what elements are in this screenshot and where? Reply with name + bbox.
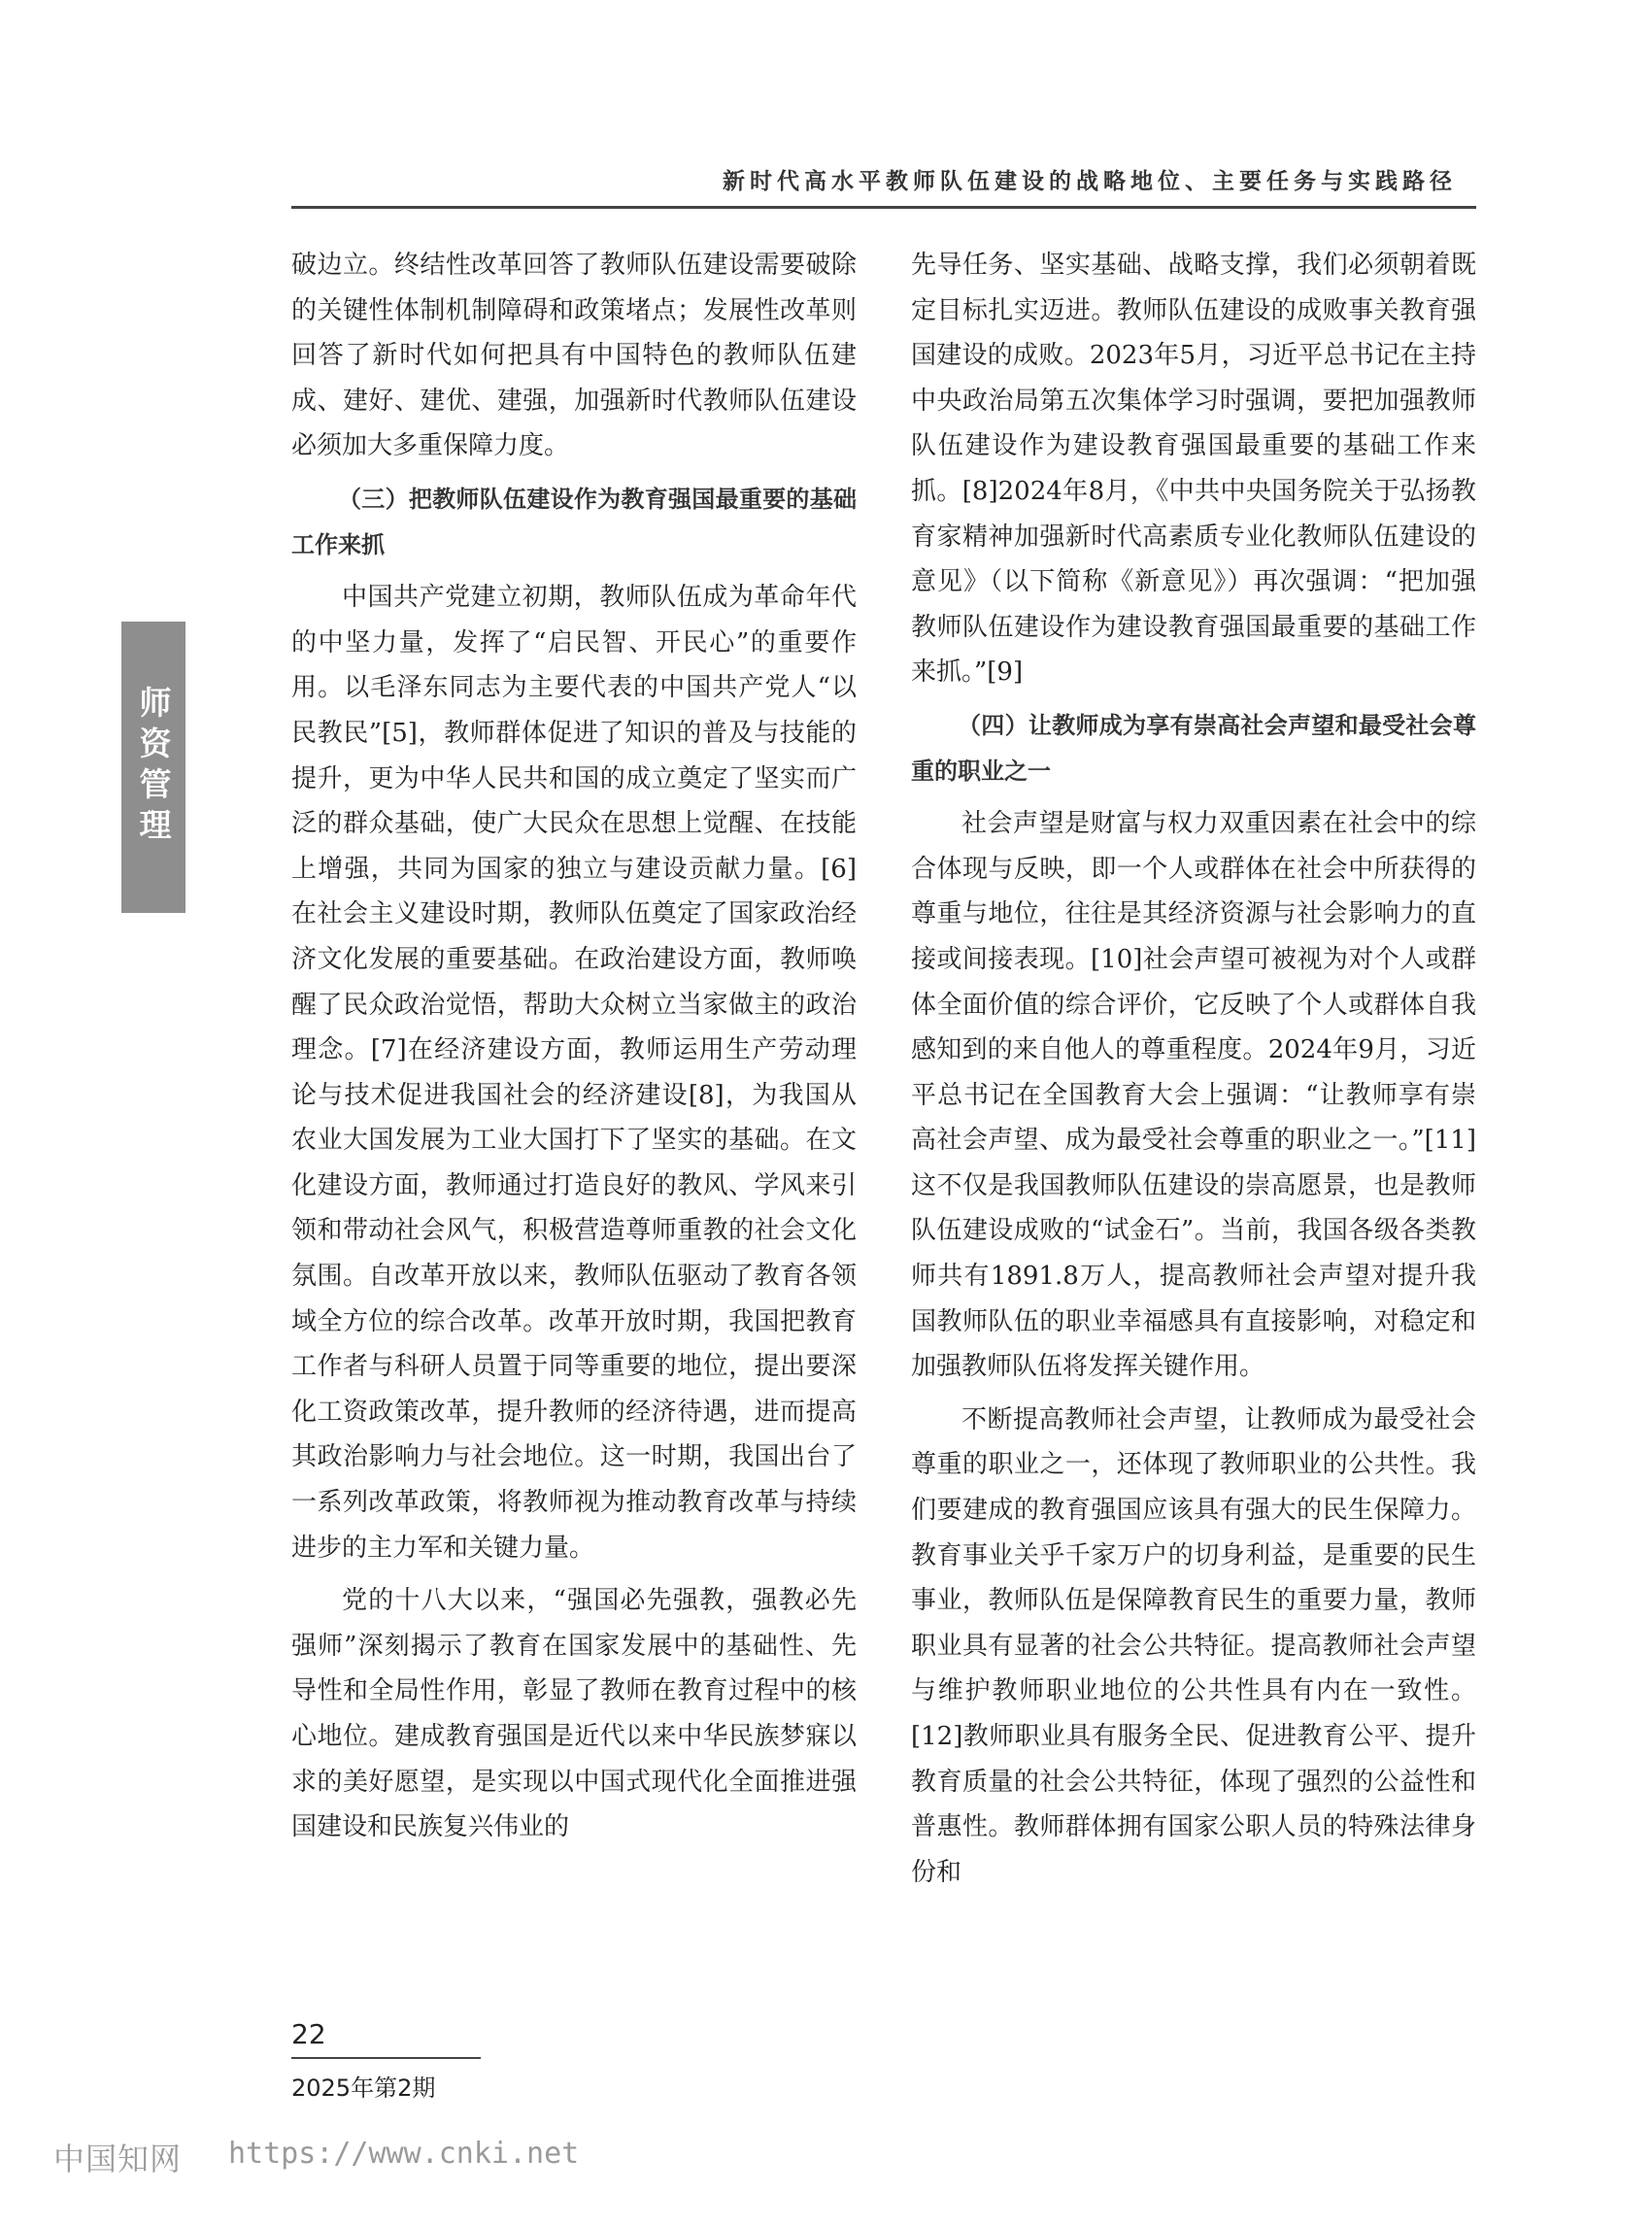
running-header-title: 新时代高水平教师队伍建设的战略地位、主要任务与实践路径 bbox=[723, 169, 1457, 194]
paragraph: 社会声望是财富与权力双重因素在社会中的综合体现与反映，即一个人或群体在社会中所获得的尊重与地位，往往是其经济资源与社会影响力的直接或间接表现。[10]社会声望可被视为对个人或群体全面价值的综合评价，它反映了个人或群体自我感知到的来自他人的尊重程度。2024年9月，习近平总书记在全国教育大会上强调：“让教师享有崇高社会声望、成为最受社会尊重的职业之一。”[11]这不仅是我国教师队伍建设的崇高愿景，也是教师队伍建设成败的“试金石”。当前，我国各级各类教师共有1891.8万人，提高教师社会声望对提升我国教师队伍的职业幸福感具有直接影响，对稳定和加强教师队伍将发挥关键作用。 bbox=[911, 809, 1476, 1382]
watermark-brand: 中国知网 bbox=[53, 2141, 183, 2177]
section-side-tab-label: 师资管理 bbox=[134, 686, 173, 849]
section-side-tab bbox=[121, 622, 185, 913]
paragraph: 先导任务、坚实基础、战略支撑，我们必须朝着既定目标扎实迈进。教师队伍建设的成败事关教育强国建设的成败。2023年5月，习近平总书记在主持中央政治局第五次集体学习时强调，要把加强教师队伍建设作为建设教育强国最重要的基础工作来抓。[8]2024年8月，《中共中央国务院关于弘扬教育家精神加强新时代高素质专业化教师队伍建设的意见》（以下简称《新意见》）再次强调：“把加强教师队伍建设作为建设教育强国最重要的基础工作来抓。”[9] bbox=[911, 251, 1476, 688]
section-heading: （四）让教师成为享有崇高社会声望和最受社会尊重的职业之一 bbox=[911, 711, 1476, 785]
issue-label: 2025年第2期 bbox=[291, 2074, 436, 2102]
header-rule bbox=[291, 206, 1476, 209]
page-number: 22 bbox=[291, 2018, 326, 2050]
left-column bbox=[291, 243, 857, 1858]
paragraph: 破边立。终结性改革回答了教师队伍建设需要破除的关键性体制机制障碍和政策堵点；发展性改革则回答了新时代如何把具有中国特色的教师队伍建成、建好、建优、建强，加强新时代教师队伍建设必须加大多重保障力度。 bbox=[291, 251, 857, 461]
paragraph: 不断提高教师社会声望，让教师成为最受社会尊重的职业之一，还体现了教师职业的公共性。我们要建成的教育强国应该具有强大的民生保障力。教育事业关乎千家万户的切身利益，是重要的民生事业，教师队伍是保障教育民生的重要力量，教师职业具有显著的社会公共特征。提高教师社会声望与维护教师职业地位的公共性具有内在一致性。[12]教师职业具有服务全民、促进教育公平、提升教育质量的社会公共特征，体现了强烈的公益性和普惠性。教师群体拥有国家公职人员的特殊法律身份和 bbox=[911, 1404, 1476, 1887]
section-heading: （三）把教师队伍建设作为教育强国最重要的基础工作来抓 bbox=[291, 485, 857, 558]
right-column bbox=[911, 243, 1476, 1903]
paragraph: 党的十八大以来，“强国必先强教，强教必先强师”深刻揭示了教育在国家发展中的基础性、先导性和全局性作用，彰显了教师在教育过程中的核心地位。建成教育强国是近代以来中华民族梦寐以求的美好愿望，是实现以中国式现代化全面推进强国建设和民族复兴伟业的 bbox=[291, 1586, 857, 1842]
paragraph: 中国共产党建立初期，教师队伍成为革命年代的中坚力量，发挥了“启民智、开民心”的重要作用。以毛泽东同志为主要代表的中国共产党人“以民教民”[5]，教师群体促进了知识的普及与技能的提升，更为中华人民共和国的成立奠定了坚实而广泛的群众基础，使广大民众在思想上觉醒、在技能上增强，共同为国家的独立与建设贡献力量。[6]在社会主义建设时期，教师队伍奠定了国家政治经济文化发展的重要基础。在政治建设方面，教师唤醒了民众政治觉悟，帮助大众树立当家做主的政治理念。[7]在经济建设方面，教师运用生产劳动理论与技术促进我国社会的经济建设[8]，为我国从农业大国发展为工业大国打下了坚实的基础。在文化建设方面，教师通过打造良好的教风、学风来引领和带动社会风气，积极营造尊师重教的社会文化氛围。自改革开放以来，教师队伍驱动了教育各领域全方位的综合改革。改革开放时期，我国把教育工作者与科研人员置于同等重要的地位，提出要深化工资政策改革，提升教师的经济待遇，进而提高其政治影响力与社会地位。这一时期，我国出台了一系列改革政策，将教师视为推动教育改革与持续进步的主力军和关键力量。 bbox=[291, 583, 857, 1563]
watermark-url: https://www.cnki.net bbox=[228, 2137, 580, 2171]
footer-rule bbox=[291, 2057, 481, 2059]
